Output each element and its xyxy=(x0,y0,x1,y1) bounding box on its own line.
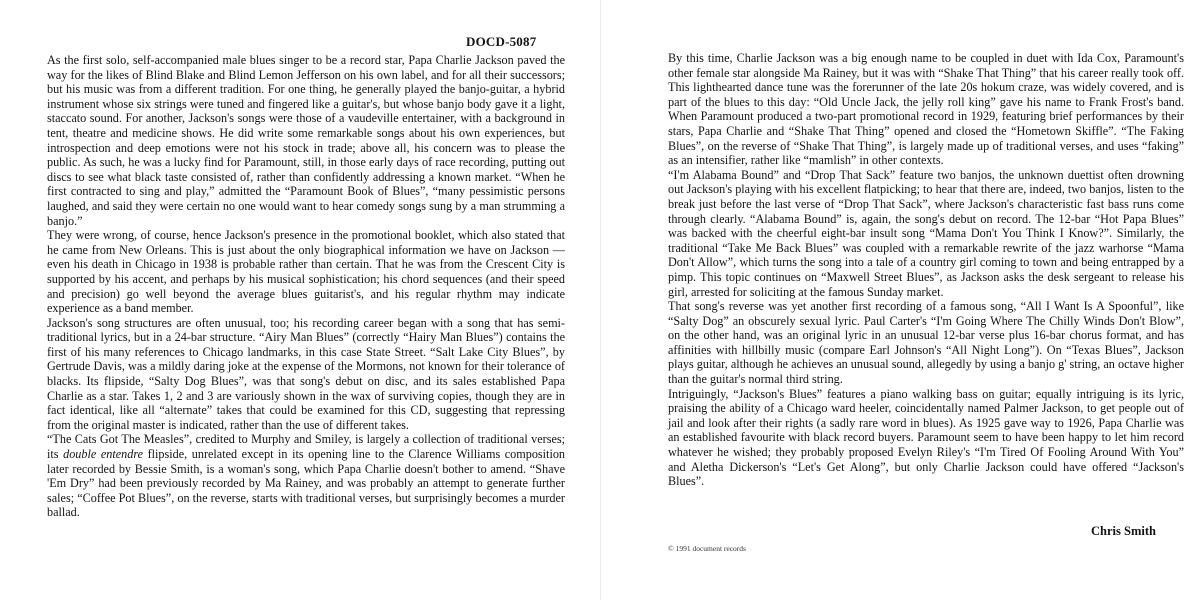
paragraph: Jackson's song structures are often unusual, too; his recording career began with a song that has semi-traditional lyrics, but in a 24-bar structure. “Airy Man Blues” (correctly “Hairy Man Blues”) contains the first of his many references to Chicago landmarks, in this case State Street. “Salt Lake City Blues”, by Gertrude Davis, was a mildly daring joke at the expense of the Mormons, not known for their tolerance of blacks. Its flipside, “Salty Dog Blues”, was that song's debut on disc, and its sales established Papa Charlie as a star. Takes 1, 2 and 3 are variously shown in the wax of surviving copies, though they are in fact identical, like all “alternate” takes that could be examined for this CD, suggesting that repressing from the original master is indicated, rather than the use of different takes. xyxy=(47,315,565,432)
left-body-text xyxy=(47,53,565,520)
paragraph: “I'm Alabama Bound” and “Drop That Sack” feature two banjos, the unknown duettist often drowning out Jackson's playing with his excellent flatpicking; to hear that there are, indeed, two banjos, listen to the break just before the last verse of “Drop That Sack”, where Jackson's characteristic fast bass runs come through clearly. “Alabama Bound” is, again, the song's debut on record. The 12-bar “Hot Papa Blues” was backed with the cheerful eight-bar insult song “Mama Don't You Think I Know?”. Similarly, the traditional “Take Me Back Blues” was coupled with a remarkable rewrite of the jazz warhorse “Mama Don't Allow”, which turns the song into a tale of a country girl coming to town and being entrapped by a pimp. This topic continues on “Maxwell Street Blues”, as Jackson asks the desk sergeant to release his girl, arrested for soliciting at the famous Sunday market. xyxy=(668,167,1184,299)
author-signature: Chris Smith xyxy=(1091,524,1156,538)
copyright-notice: © 1991 document records xyxy=(668,544,746,553)
paragraph: Intriguingly, “Jackson's Blues” features a piano walking bass on guitar; equally intriguing is its lyric, praising the ability of a Chicago ward heeler, coincidentally named Palmer Jackson, to get people out of jail and look after their rights (a sadly rare word in blues). As 1925 gave way to 1926, Papa Charlie was an established favourite with black record buyers. Paramount seem to have been happy to let him record whatever he wished; they probably proposed Evelyn Riley's “I'm Tired Of Fooling Around With You” and Aletha Dickerson's “Let's Get Along”, but only Charlie Jackson could have offered “Jackson's Blues”. xyxy=(668,386,1184,489)
paragraph: As the first solo, self-accompanied male blues singer to be a record star, Papa Charlie Jackson paved the way for the likes of Blind Blake and Blind Lemon Jefferson on his own label, and for all their successors; but his music was from a different tradition. For one thing, he generally played the banjo-guitar, a hybrid instrument whose six strings were tuned and fingered like a guitar's, but whose banjo body gave it a light, staccato sound. For another, Jackson's songs were those of a vaudeville entertainer, with a background in tent, theatre and medicine shows. He did write some remarkable songs about his own experiences, but introspection and deep emotions were not his stock in trade; above all, his concern was to please the public. As such, he was a lucky find for Paramount, still, in those early days of race recording, putting out discs to see what black taste consisted of, rather than confidently addressing a known market. “When he first contracted to sing and play,” admitted the “Paramount Book of Blues”, “many pessimistic persons laughed, and said they were certain no one would want to hear comedy songs sung by a man strumming a banjo.” xyxy=(47,53,565,228)
paragraph: That song's reverse was yet another first recording of a famous song, “All I Want Is A Spoonful”, like “Salty Dog” an obscurely sexual lyric. Paul Carter's “I'm Going Where The Chilly Winds Don't Blow”, on the other hand, was an original lyric in an unusual 12-bar verse plus 16-bar chorus format, and has affinities with hillbilly music (compare Earl Johnson's “All Night Long”). On “Texas Blues”, Jackson plays guitar, although he achieves an unusual sound, allegedly by using a banjo g' string, an octave higher than the guitar's normal third string. xyxy=(668,299,1184,387)
italic-text: double entendre xyxy=(63,447,144,462)
paragraph xyxy=(47,432,565,520)
paragraph: By this time, Charlie Jackson was a big enough name to be coupled in duet with Ida Cox, Paramount's other female star alongside Ma Rainey, but it was with “Shake That Thing” that his career really took off. This lighthearted dance tune was the forerunner of the late 20s hokum craze, was widely covered, and is part of the blues to this day: “Old Uncle Jack, the jelly roll king” gave his name to Frank Frost's band. When Paramount produced a two-part promotional record in 1929, featuring brief performances by their stars, Papa Charlie and “Shake That Thing” opened and closed the “Hometown Skiffle”. “The Faking Blues”, on the reverse of “Shake That Thing”, is largely made up of traditional verses, and uses “faking” as an intensifier, rather like “mamlish” in other contexts. xyxy=(668,51,1184,168)
text-run: “The Cats Got The Measles”, credited to Murphy and Smiley, is largely a collection of traditional verses; its xyxy=(47,432,565,462)
right-body-text xyxy=(668,51,1184,489)
right-page xyxy=(600,0,1200,600)
paragraph: They were wrong, of course, hence Jackson's presence in the promotional booklet, which also stated that he came from New Orleans. This is just about the only biographical information we have on Jackson — even his death in Chicago in 1938 is probable rather than certain. That he was from the Crescent City is supported by his accent, and perhaps by his musical sophistication; his chord sequences (and their speed and precision) go well beyond the average blues guitarist's, and his regular rhythm may indicate experience as a band member. xyxy=(47,228,565,316)
text-run: flipside, unrelated except in its opening line to the Clarence Williams composition later recorded by Bessie Smith, is a woman's song, which Papa Charlie doesn't bother to amend. “Shave 'Em Dry” had been previously recorded by Ma Rainey, and was probably an attempt to generate further sales; “Coffee Pot Blues”, on the reverse, starts with traditional verses, but surprisingly becomes a murder ballad. xyxy=(47,447,566,520)
catalog-number: DOCD-5087 xyxy=(466,34,537,49)
